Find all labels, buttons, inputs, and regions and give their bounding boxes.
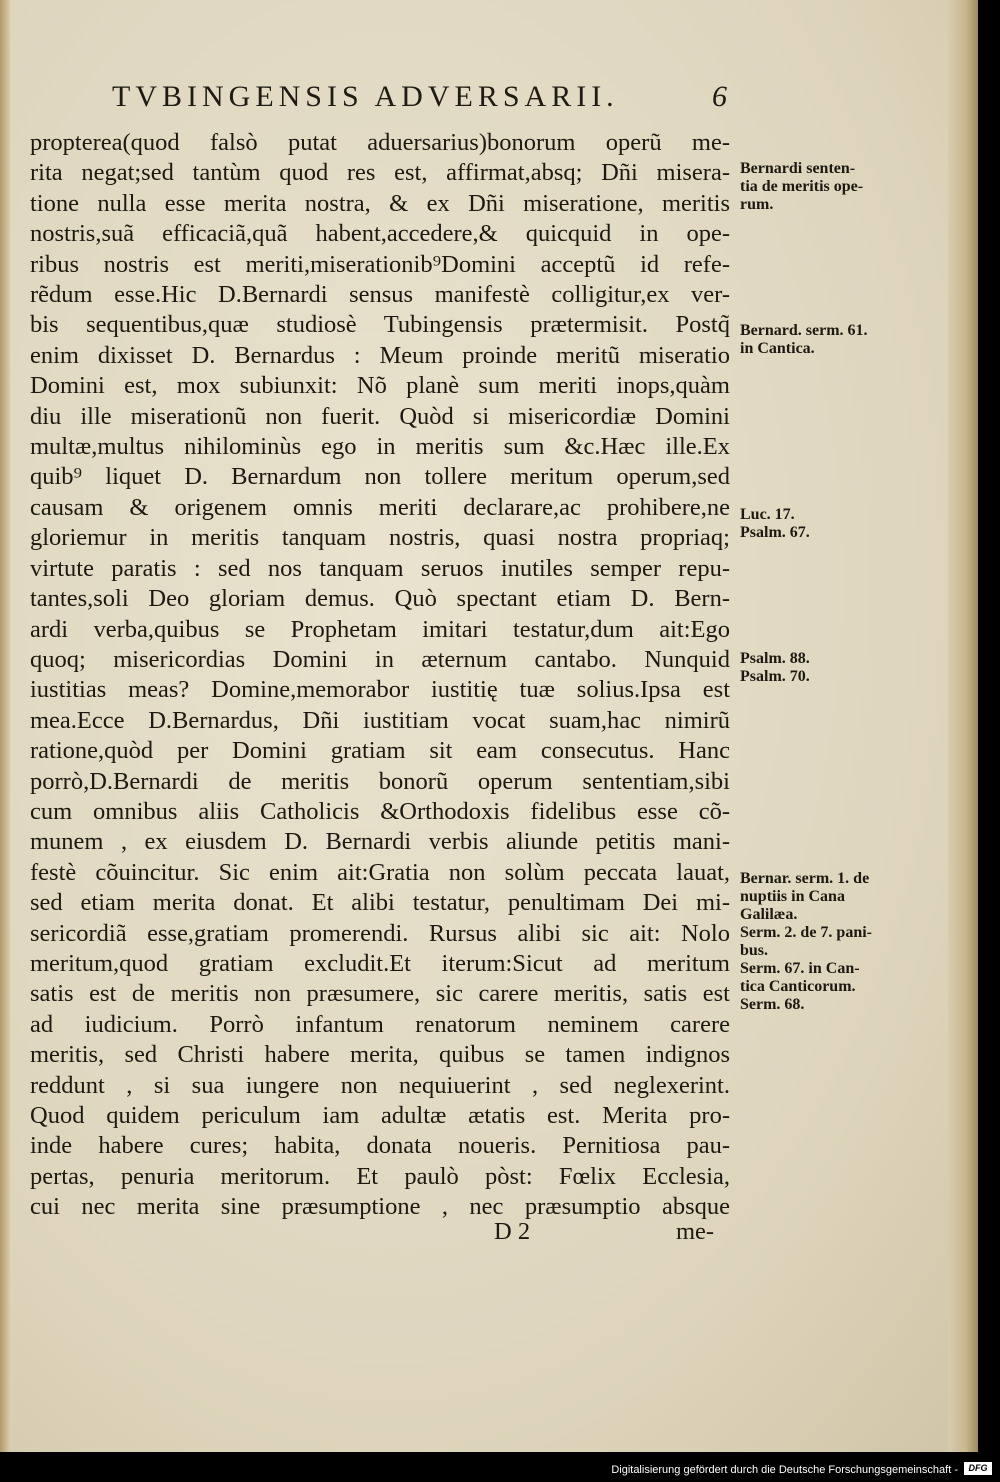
body-text xyxy=(30,128,730,1223)
text-line: multæ,multus nihilominùs ego in meritis sum &c.Hæc ille.Ex xyxy=(30,433,730,461)
text-line: cui nec merita sine præsumptione , nec præsumptio absque xyxy=(30,1193,730,1221)
margin-note-line: rum. xyxy=(740,196,774,213)
text-line: cum omnibus aliis Catholicis &Orthodoxis fidelibus esse cõ- xyxy=(30,797,730,825)
text-line: tione nulla esse merita nostra, & ex Dñi miseratione, meritis xyxy=(30,189,730,217)
signature-mark: D 2 xyxy=(494,1218,531,1245)
text-line: rita negat;sed tantùm quod res est, affirmat,absq; Dñi misera- xyxy=(30,159,730,187)
credit-bar xyxy=(0,1452,1000,1482)
margin-note-line: Serm. 67. in Can- xyxy=(740,960,860,977)
text-line: Quod quidem periculum iam adultæ ætatis est. Merita pro- xyxy=(30,1102,730,1129)
text-line: ad iudicium. Porrò infantum renatorum neminem carere xyxy=(30,1010,730,1038)
margin-note-line: Bernard. serm. 61. xyxy=(740,322,868,339)
text-line: Domini est, mox subiunxit: Nõ planè sum meriti inops,quàm xyxy=(30,372,730,400)
margin-note-line: Psalm. 70. xyxy=(740,668,810,685)
text-line: sericordiã esse,gratiam promerendi. Rursus alibi sic ait: Nolo xyxy=(30,919,730,947)
margin-note-line: Psalm. 88. xyxy=(740,650,810,667)
running-head: TVBINGENSIS ADVERSARII. xyxy=(112,80,619,113)
text-line: ribus nostris est meriti,miserationib⁹Domini acceptũ id refe- xyxy=(30,250,730,278)
margin-note-line: Luc. 17. xyxy=(740,506,795,523)
text-line: pertas, penuria meritorum. Et paulò pòst: Fœlix Ecclesia, xyxy=(30,1162,730,1190)
margin-note xyxy=(740,870,940,1014)
text-line: enim dixisset D. Bernardus : Meum proinde meritũ miseratio xyxy=(30,341,730,369)
text-line: quib⁹ liquet D. Bernardum non tollere meritum operum,sed xyxy=(30,463,730,491)
margin-note xyxy=(740,160,940,214)
text-line: munem , ex eiusdem D. Bernardi verbis aliunde petitis mani- xyxy=(30,828,730,856)
margin-note-line: nuptiis in Cana xyxy=(740,888,845,905)
text-line: meritis, sed Christi habere merita, quibus se tamen indignos xyxy=(30,1041,730,1069)
text-line: iustitias meas? Domine,memorabor iustitię tuæ solius.Ipsa est xyxy=(30,676,730,704)
page-edge-left xyxy=(0,0,10,1452)
text-line: bis sequentibus,quæ studiosè Tubingensis prætermisit. Postq̃ xyxy=(30,311,730,339)
text-line: reddunt , si sua iungere non nequiuerint , sed neglexerint. xyxy=(30,1071,730,1099)
margin-note-line: tia de meritis ope- xyxy=(740,178,864,195)
margin-note-line: tica Canticorum. xyxy=(740,978,856,995)
text-line: virtute paratis : sed nos tanquam seruos inutiles semper repu- xyxy=(30,554,730,582)
margin-note-line: bus. xyxy=(740,942,769,959)
text-line: mea.Ecce D.Bernardus, Dñi iustitiam vocat suam,hac nimirũ xyxy=(30,706,730,734)
margin-note-line: Bernar. serm. 1. de xyxy=(740,870,870,887)
page-number: 6 xyxy=(712,80,727,113)
margin-note xyxy=(740,322,940,358)
text-line: sed etiam merita donat. Et alibi testatur, penultimam Dei mi- xyxy=(30,889,730,917)
text-line: gloriemur in meritis tanquam nostris, quasi nostra propriaq; xyxy=(30,524,730,552)
margin-note-line: Galilæa. xyxy=(740,906,798,923)
text-line: festè cõuincitur. Sic enim ait:Gratia non solùm peccata lauat, xyxy=(30,858,730,886)
text-line: tantes,soli Deo gloriam demus. Quò spectant etiam D. Bern- xyxy=(30,585,730,613)
text-line: ratione,quòd per Domini gratiam sit eam consecutus. Hanc xyxy=(30,737,730,765)
dfg-logo: DFG xyxy=(964,1462,992,1475)
text-line: satis est de meritis non præsumere, sic carere meritis, satis est xyxy=(30,980,730,1008)
margin-note-line: in Cantica. xyxy=(740,340,815,357)
text-line: quoq; misericordias Domini in æternum cantabo. Nunquid xyxy=(30,645,730,673)
text-line: diu ille miserationũ non fuerit. Quòd si misericordiæ Domini xyxy=(30,402,730,430)
margin-note xyxy=(740,650,940,686)
text-line: propterea(quod falsò putat aduersarius)bonorum operũ me- xyxy=(30,129,730,156)
text-line: inde habere cures; habita, donata noueris. Pernitiosa pau- xyxy=(30,1132,730,1160)
text-line: meritum,quod gratiam excludit.Et iterum:Sicut ad meritum xyxy=(30,949,730,977)
margin-note-line: Psalm. 67. xyxy=(740,524,810,541)
catchword: me- xyxy=(676,1218,715,1245)
margin-note-line: Bernardi senten- xyxy=(740,160,856,177)
text-line: causam & origenem omnis meriti declarare,ac prohibere,ne xyxy=(30,493,730,521)
text-line: ardi verba,quibus se Prophetam imitari testatur,dum ait:Ego xyxy=(30,615,730,643)
text-line: nostris,suã efficaciã,quã habent,accedere,& quicquid in ope- xyxy=(30,220,730,248)
text-line: porrò,D.Bernardi de meritis bonorũ operum sententiam,sibi xyxy=(30,767,730,795)
margin-note-line: Serm. 2. de 7. pani- xyxy=(740,924,872,941)
margin-note-line: Serm. 68. xyxy=(740,996,805,1013)
page-edge-right xyxy=(948,0,978,1452)
margin-note xyxy=(740,506,940,542)
text-line: rẽdum esse.Hic D.Bernardi sensus manifestè colligitur,ex ver- xyxy=(30,281,730,309)
credit-text: Digitalisierung gefördert durch die Deutsche Forschungsgemeinschaft - xyxy=(611,1464,958,1476)
